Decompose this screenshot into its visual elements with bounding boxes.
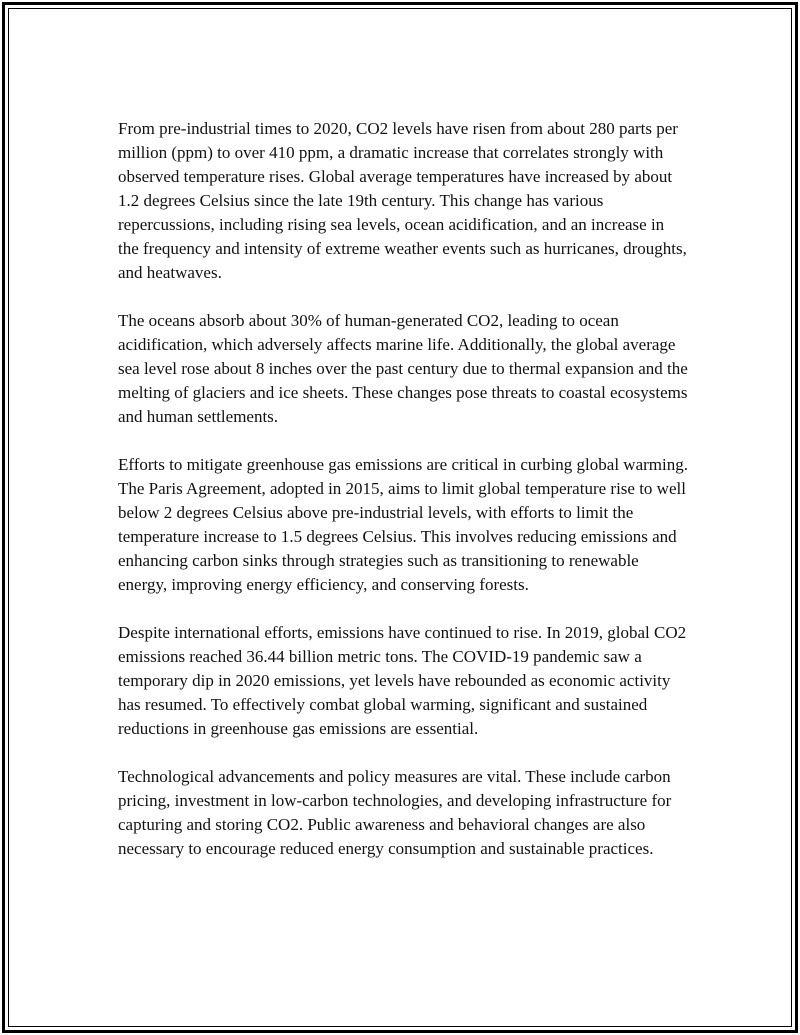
paragraph-co2-levels: From pre-industrial times to 2020, CO2 levels have risen from about 280 parts per million (ppm) to over 410 ppm, a dramatic increase that correlates strongly with observed temperature rises. Global average temperatures have increased by about 1.2 degrees Celsius since the late 19th century. This change has various repercussions, including rising sea levels, ocean acidification, and an increase in the frequency and intensity of extreme weather events such as hurricanes, droughts, and heatwaves. (118, 119, 687, 282)
paragraph-mitigation: Efforts to mitigate greenhouse gas emissions are critical in curbing global warming. The Paris Agreement, adopted in 2015, aims to limit global temperature rise to well below 2 degrees Celsius above pre-industrial levels, with efforts to limit the temperature increase to 1.5 degrees Celsius. This involves reducing emissions and enhancing carbon sinks through strategies such as transitioning to renewable energy, improving energy efficiency, and conserving forests. (118, 455, 688, 594)
paragraph-emissions: Despite international efforts, emissions have continued to rise. In 2019, global CO2 emissions reached 36.44 billion metric tons. The COVID-19 pandemic saw a temporary dip in 2020 emissions, yet levels have rebounded as economic activity has resumed. To effectively combat global warming, significant and sustained reductions in greenhouse gas emissions are essential. (118, 623, 687, 738)
document-body (118, 117, 688, 885)
paragraph-technology-policy: Technological advancements and policy measures are vital. These include carbon pricing, investment in low-carbon technologies, and developing infrastructure for capturing and storing CO2. Public awareness and behavioral changes are also necessary to encourage reduced energy consumption and sustainable practices. (118, 767, 672, 858)
paragraph-oceans: The oceans absorb about 30% of human-generated CO2, leading to ocean acidification, which adversely affects marine life. Additionally, the global average sea level rose about 8 inches over the past century due to thermal expansion and the melting of glaciers and ice sheets. These changes pose threats to coastal ecosystems and human settlements. (118, 311, 688, 426)
